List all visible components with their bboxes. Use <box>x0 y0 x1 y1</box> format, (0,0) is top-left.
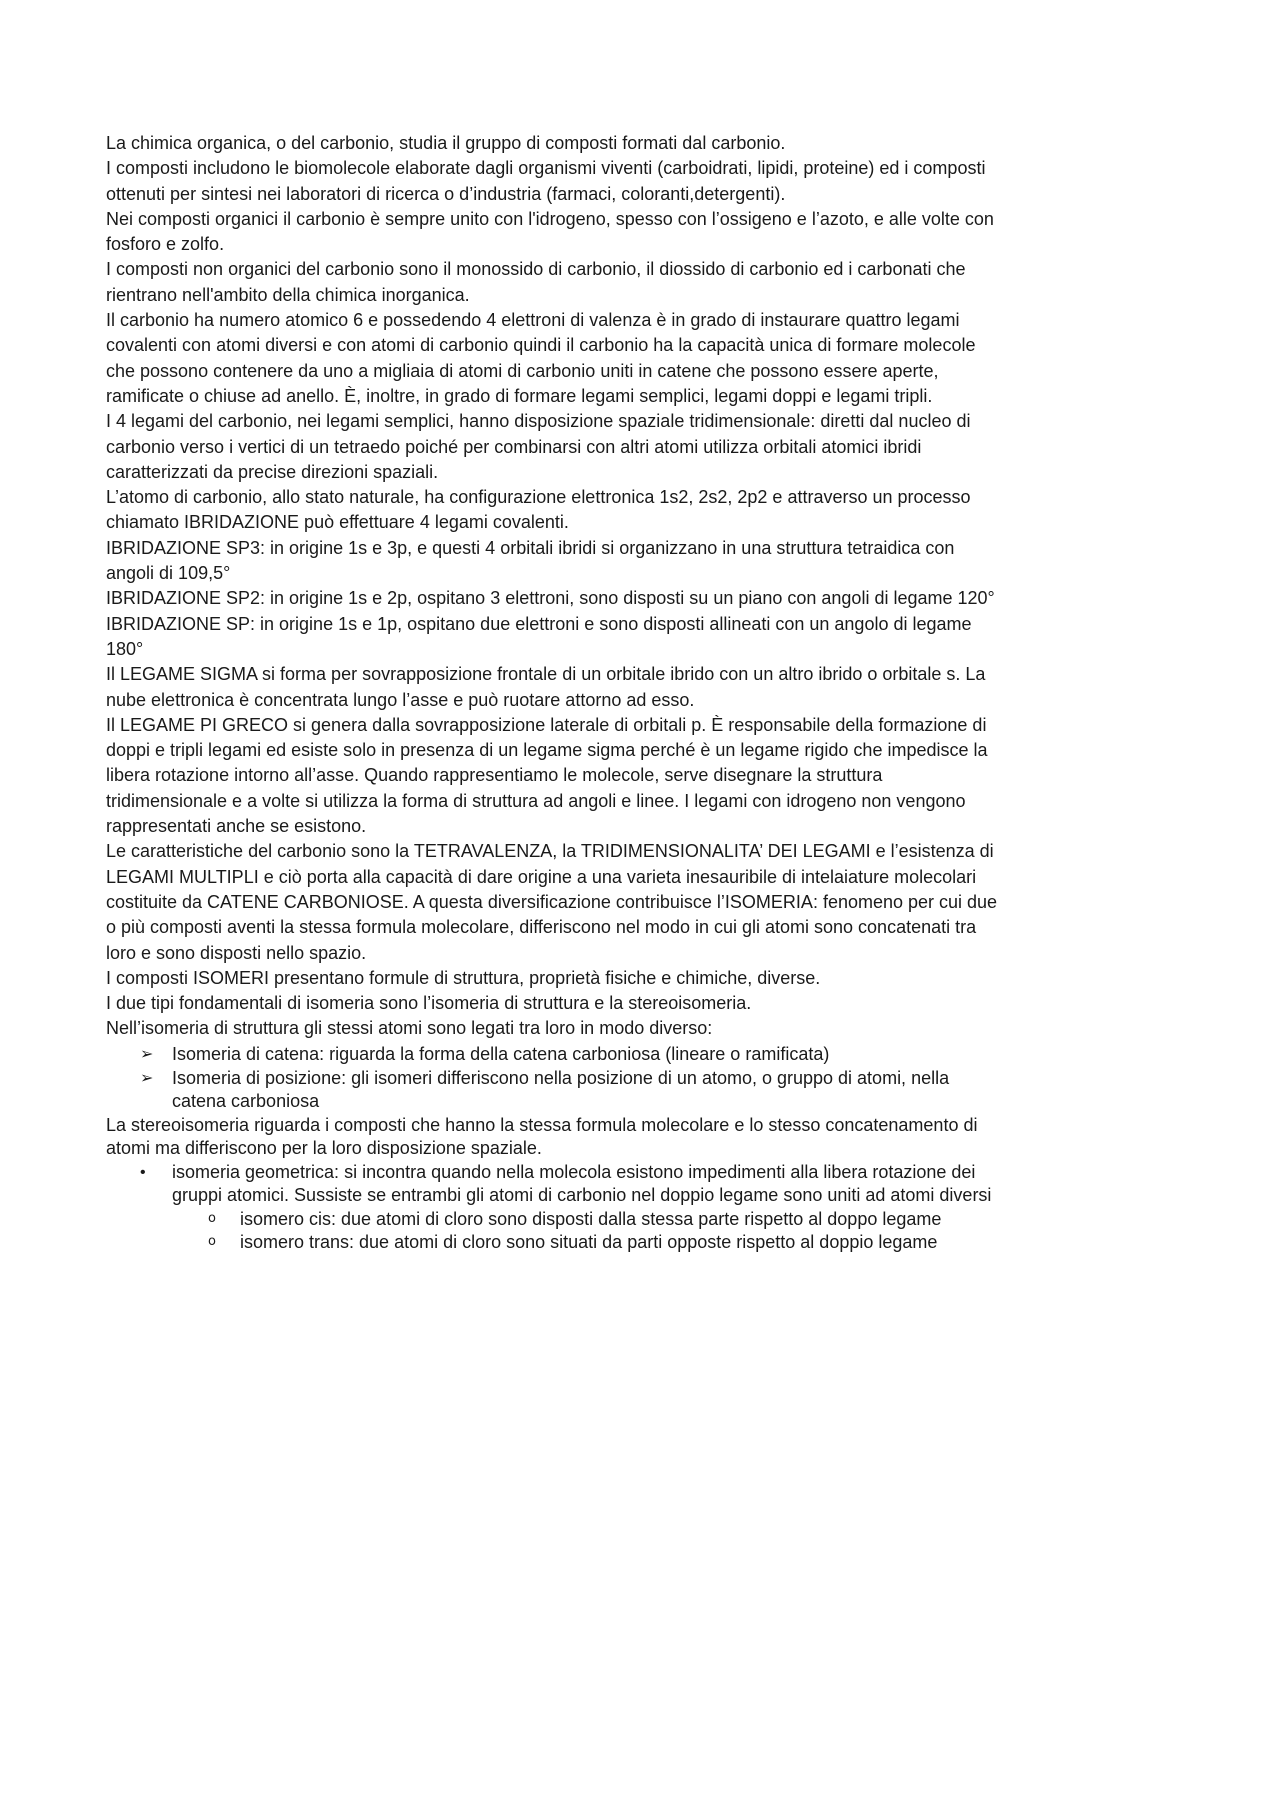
paragraph-isomerism-types: I due tipi fondamentali di isomeria sono l’isomeria di struttura e la stereoisomeria. <box>106 993 752 1014</box>
paragraph-structural-isomerism: Nell’isomeria di struttura gli stessi atomi sono legati tra loro in modo diverso: <box>106 1018 713 1039</box>
paragraph-pi-bond: Il LEGAME PI GRECO si genera dalla sovrapposizione laterale di orbitali p. È responsabile della formazione di doppi e tripli legami ed esiste solo in presenza di un legame sigma perché è un legame rigido che impedisce la libera rotazione intorno all’asse. Quando rappresentiamo le molecole, serve disegnare la struttura tridimensionale e a volte si utilizza la forma di struttura ad angoli e linee. I legami con idrogeno non vengono rappresentati anche se esistono. <box>106 714 988 837</box>
paragraph-sp2: IBRIDAZIONE SP2: in origine 1s e 2p, ospitano 3 elettroni, sono disposti su un piano con angoli di legame 120° <box>106 588 995 609</box>
list-item-text: isomero cis: due atomi di cloro sono disposti dalla stessa parte rispetto al doppo legame <box>240 1208 942 1229</box>
list-item <box>106 1161 1006 1208</box>
bullet-icon: • <box>140 1163 146 1181</box>
list-item <box>106 1231 1006 1255</box>
paragraph-stereoisomerism: La stereoisomeria riguarda i composti che hanno la stessa formula molecolare e lo stesso concatenamento di atomi ma differiscono per la loro disposizione spaziale. <box>106 1114 978 1159</box>
paragraph-sp3: IBRIDAZIONE SP3: in origine 1s e 3p, e questi 4 orbitali ibridi si organizzano in una struttura tetraidica con angoli di 109,5° <box>106 537 955 584</box>
arrow-bullet-icon: ➢ <box>140 1045 154 1063</box>
list-item <box>106 1067 1006 1114</box>
paragraph-sigma-bond: Il LEGAME SIGMA si forma per sovrapposizione frontale di un orbitale ibrido con un altro ibrido o orbitale s. La nube elettronica è concentrata lungo l’asse e può ruotare attorno ad esso. <box>106 664 986 710</box>
list-item <box>106 1042 1006 1067</box>
circle-bullet-icon: o <box>208 1210 216 1226</box>
list-item-text: Isomeria di posizione: gli isomeri differiscono nella posizione di un atomo, o gruppo di atomi, nella catena carboniosa <box>172 1067 950 1112</box>
paragraph-inorganic-carbon: I composti non organici del carbonio sono il monossido di carbonio, il diossido di carbonio ed i carbonati che rientrano nell'ambito della chimica inorganica. <box>106 259 966 305</box>
paragraph-configuration: L’atomo di carbonio, allo stato naturale, ha configurazione elettronica 1s2, 2s2, 2p2 e attraverso un processo chiamato IBRIDAZIONE può effettuare 4 legami covalenti. <box>106 487 971 533</box>
list-item-text: Isomeria di catena: riguarda la forma della catena carboniosa (lineare o ramificata) <box>172 1043 830 1064</box>
paragraph-tetrahedral: I 4 legami del carbonio, nei legami semplici, hanno disposizione spaziale tridimensionale: diretti dal nucleo di carbonio verso i vertici di un tetraedo poiché per combinarsi con altri atomi utilizza orbitali atomici ibridi caratterizzati da precise direzioni spaziali. <box>106 411 971 482</box>
list-item <box>106 1208 1006 1232</box>
paragraph-carbon-characteristics: Le caratteristiche del carbonio sono la TETRAVALENZA, la TRIDIMENSIONALITA’ DEI LEGAMI e l’esistenza di LEGAMI MULTIPLI e ciò porta alla capacità di dare origine a una varieta inesauribile di intelaiature molecolari costituite da CATENE CARBONIOSE. A questa diversificazione contribuisce l’ISOMERIA: fenomeno per cui due o più composti aventi la stessa formula molecolare, differiscono nel modo in cui gli atomi sono concatenati tra loro e sono disposti nello spazio. <box>106 841 998 963</box>
list-item-text: isomero trans: due atomi di cloro sono situati da parti opposte rispetto al doppio legame <box>240 1232 938 1253</box>
paragraph-organic-composition: Nei composti organici il carbonio è sempre unito con l'idrogeno, spesso con l’ossigeno e l’azoto, e alle volte con fosforo e zolfo. <box>106 208 994 255</box>
structural-isomerism-list <box>106 1042 1006 1114</box>
paragraph-intro: La chimica organica, o del carbonio, studia il gruppo di composti formati dal carbonio. <box>106 133 786 153</box>
paragraph-sp: IBRIDAZIONE SP: in origine 1s e 1p, ospitano due elettroni e sono disposti allineati con un angolo di legame 180° <box>106 613 972 659</box>
paragraph-isomers: I composti ISOMERI presentano formule di struttura, proprietà fisiche e chimiche, diverse. <box>106 967 821 988</box>
arrow-bullet-icon: ➢ <box>140 1069 154 1087</box>
circle-bullet-icon: o <box>208 1234 216 1250</box>
stereoisomerism-list <box>106 1161 1006 1255</box>
paragraph-carbon-bonds: Il carbonio ha numero atomico 6 e possedendo 4 elettroni di valenza è in grado di instaurare quattro legami covalenti con atomi diversi e con atomi di carbonio quindi il carbonio ha la capacità unica di formare molecole che possono contenere da uno a migliaia di atomi di carbonio uniti in catene che possono essere aperte, ramificate o chiuse ad anello. È, inoltre, in grado di formare legami semplici, legami doppi e legami tripli. <box>106 310 976 406</box>
list-item-text: isomeria geometrica: si incontra quando nella molecola esistono impedimenti alla libera rotazione dei gruppi atomici. Sussiste se entrambi gli atomi di carbonio nel doppio legame sono uniti ad atomi diversi <box>172 1161 992 1206</box>
paragraph-biomolecules: I composti includono le biomolecole elaborate dagli organismi viventi (carboidrati, lipidi, proteine) ed i composti ottenuti per sintesi nei laboratori di ricerca o d’industria (farmaci, coloranti,detergenti). <box>106 158 986 204</box>
document-body <box>106 131 1006 1255</box>
